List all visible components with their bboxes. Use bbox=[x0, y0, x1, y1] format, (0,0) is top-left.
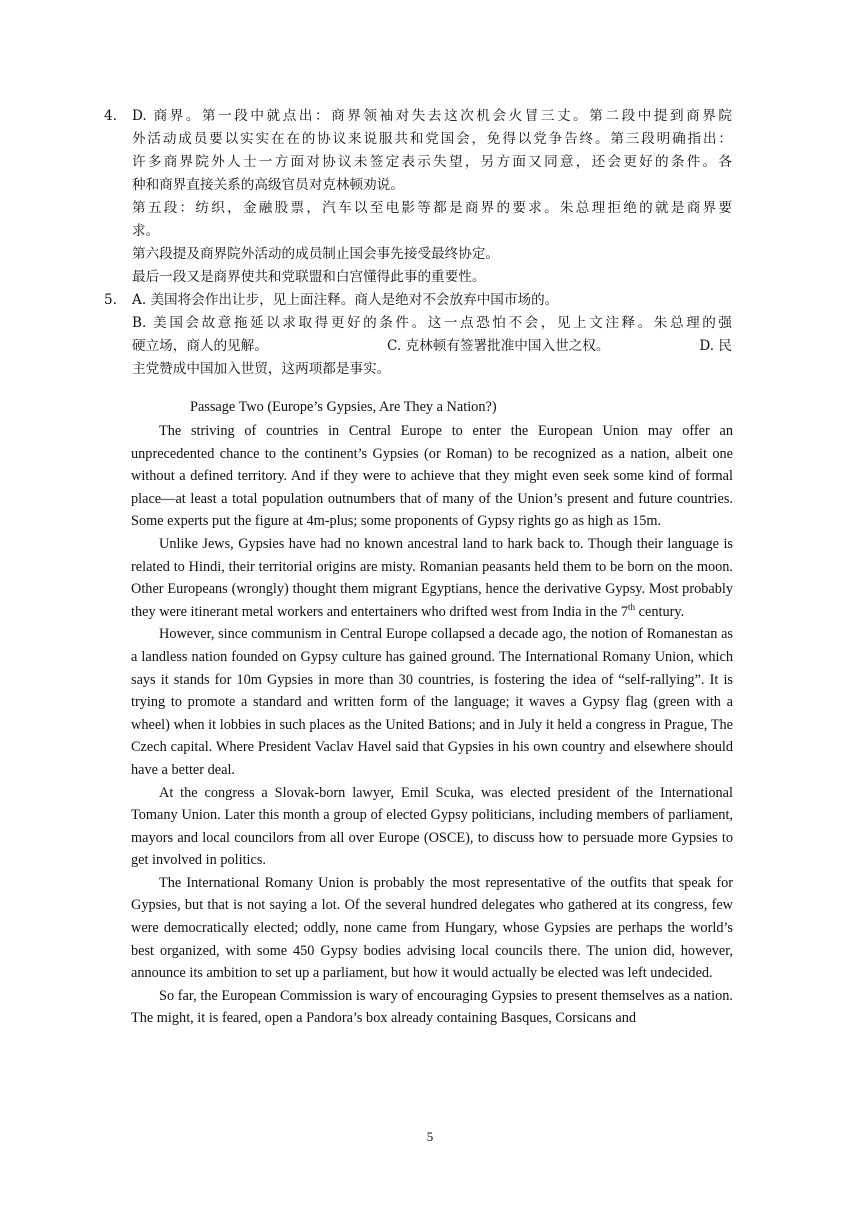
answer-4-line-1: D. 商界。第一段中就点出：商界领袖对失去这次机会火冒三丈。第二段中提到商界院 bbox=[132, 108, 732, 124]
answer-5-option-b-line-2: 硬立场，商人的见解。 bbox=[132, 338, 268, 354]
answer-4-para-last: 最后一段又是商界使共和党联盟和白宫懂得此事的重要性。 bbox=[132, 269, 486, 285]
passage-paragraph-5: The International Romany Union is probably the most representative of the outfits that speak for Gypsies, but that is not saying a lot. Of the several hundred delegates who gathered at its congress, few were democratically elected; oddly, none came from Hungary, whose Gypsies are perhaps the world’s best organized, with some 450 Gypsy bodies advising local councils there. The union did, however, announce its ambition to set up a parliament, but how it would actually be elected was left undecided. bbox=[131, 874, 733, 982]
answer-4-line-4: 种和商界直接关系的高级官员对克林顿劝说。 bbox=[132, 177, 404, 193]
answer-5-line-3 bbox=[132, 335, 732, 358]
answer-5-number: 5. bbox=[104, 292, 117, 308]
passage-paragraph-2-end: century. bbox=[635, 603, 685, 620]
answer-4-number: 4. bbox=[104, 108, 117, 124]
passage-title: Passage Two (Europe’s Gypsies, Are They a Nation?) bbox=[190, 399, 497, 415]
answer-4-line-2: 外活动成员要以实实在在的协议来说服共和党国会，免得以党争告终。第三段明确指出： bbox=[132, 131, 732, 147]
answer-4-line-3: 许多商界院外人士一方面对协议未签定表示失望，另方面又同意，还会更好的条件。各 bbox=[132, 154, 732, 170]
passage-paragraph-2 bbox=[131, 533, 733, 623]
passage-paragraph-2-text: Unlike Jews, Gypsies have had no known ancestral land to hark back to. Though their language is related to Hindi, their territorial origins are misty. Romanian peasants held them to be born on the moon. Other Europeans (wrongly) thought them migrant Egyptians, hence the derivative Gypsy. Most probably they were itinerant metal workers and entertainers who drifted west from India in the 7 bbox=[131, 535, 733, 620]
answer-4-para5-line-2: 求。 bbox=[132, 223, 160, 239]
answer-4-para5-line-1: 第五段：纺织，金融股票，汽车以至电影等都是商界的要求。朱总理拒绝的就是商界要 bbox=[132, 200, 732, 216]
passage-paragraph-3: However, since communism in Central Europe collapsed a decade ago, the notion of Romanestan as a landless nation founded on Gypsy culture has gained ground. The International Romany Union, which says it stands for 10m Gypsies in more than 30 countries, is fostering the idea of “self-rallying”. It is trying to promote a standard and written form of the language; it waves a Gypsy flag (green with a wheel) when it lobbies in such places as the United Bations; and in July it held a congress in Prague, The Czech capital. Where President Vaclav Havel said that Gypsies in his own country and elsewhere should have a better deal. bbox=[131, 626, 733, 778]
answer-5-option-a: A. 美国将会作出让步，见上面注释。商人是绝对不会放弃中国市场的。 bbox=[132, 292, 559, 308]
answer-5-option-d-start: D. 民 bbox=[699, 338, 732, 354]
passage-paragraph-6: So far, the European Commission is wary of encouraging Gypsies to present themselves as a nation. The might, it is feared, open a Pandora’s box already containing Basques, Corsicans and bbox=[131, 987, 733, 1027]
answer-5-option-b-line-1: B. 美国会故意拖延以求取得更好的条件。这一点恐怕不会，见上文注释。朱总理的强 bbox=[132, 315, 732, 331]
ordinal-suffix: th bbox=[628, 601, 636, 612]
passage-paragraph-4: At the congress a Slovak-born lawyer, Emil Scuka, was elected president of the International Tomany Union. Later this month a group of elected Gypsy politicians, including members of parliament, mayors and local councilors from all over Europe (OSCE), to discuss how to persuade more Gypsies to get involved in politics. bbox=[131, 784, 733, 869]
answer-5-option-c: C. 克林顿有签署批准中国入世之权。 bbox=[387, 338, 610, 354]
page-number: 5 bbox=[426, 1129, 434, 1144]
answer-4 bbox=[104, 105, 732, 289]
answer-4-para6: 第六段提及商界院外活动的成员制止国会事先接受最终协定。 bbox=[132, 246, 500, 262]
answer-5-option-d-line: 主党赞成中国加入世贸，这两项都是事实。 bbox=[132, 361, 391, 377]
passage-paragraph-1: The striving of countries in Central Europe to enter the European Union may offer an unprecedented chance to the continent’s Gypsies (or Roman) to be recognized as a nation, albeit one without a defined territory. And if they were to achieve that they might even seek some kind of formal place—at least a total population outnumbers that of many of the Union’s present and future countries. Some experts put the figure at 4m-plus; some proponents of Gypsy rights go as high as 15m. bbox=[131, 423, 733, 530]
answer-5 bbox=[104, 289, 732, 381]
passage-body bbox=[131, 420, 733, 1030]
